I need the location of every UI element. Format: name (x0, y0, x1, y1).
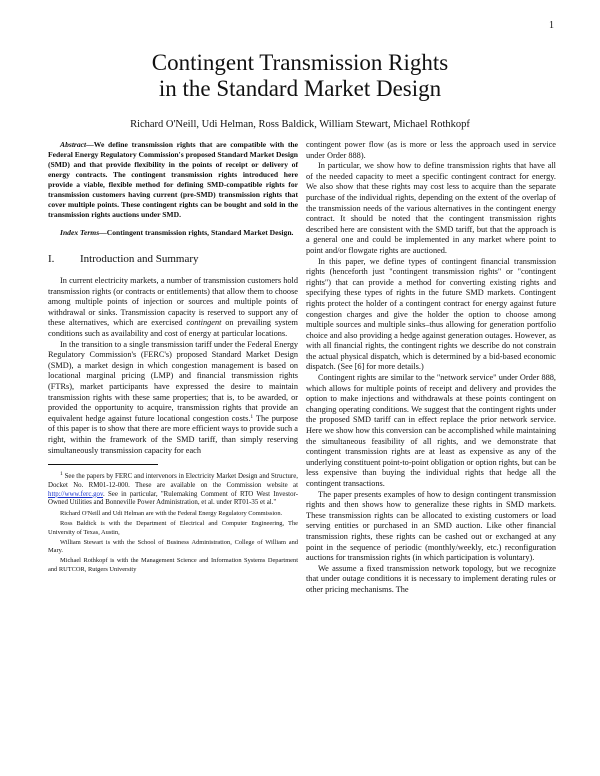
paper-title (40, 50, 560, 102)
title-line-2: in the Standard Market Design (158, 76, 442, 101)
footnote-text-end: . See in particular, "Rulemaking Comment of RTO West Investor-Owned Utilities and Bonneville Power Administration, et al. under RT01-35 et al." (48, 490, 298, 507)
abstract-label: Abstract (60, 140, 87, 149)
abstract-text: —We define transmission rights that are compatible with the Federal Energy Regulatory Commission's proposed Standard Market Design (SMD) and that provide flexibility in the points of receipt or delivery of energy contracts. The contingent transmission rights introduced here provide a viable, flexible method for defining SMD-compatible rights for transmission customers having current (pre-SMD) transmission rights that cover multiple points. These contingent rights can be bought and sold in the transmission rights auctions under SMD. (48, 140, 298, 219)
footnote-text: See the papers by FERC and intervenors in Electricity Market Design and Structure, Docket No. RM01-12-000. These are available on the Commission website at (48, 473, 298, 489)
paragraph-text: The purpose of this paper is to show that there are more efficient ways to provide such a right, within the framework of the SMD tariff, than simply reserving simultaneously transmission capacity for each (48, 413, 298, 455)
body-paragraph (48, 276, 298, 340)
body-paragraph (48, 340, 298, 457)
section-number: I. (48, 253, 55, 265)
footnote-divider (48, 464, 158, 465)
footnote-mark: 1 (60, 471, 63, 478)
affiliation-note: William Stewart is with the School of Business Administration, College of William and Mary. (48, 538, 298, 555)
affiliation-note: Michael Rothkopf is with the Management Science and Information Systems Department and RUTCOR, Rutgers University (48, 557, 298, 573)
title-line-1: Contingent Transmission Rights (151, 50, 449, 75)
paragraph-text: In the transition to a single transmission tariff under the Federal Energy Regulatory Commission's (FERC's) proposed Standard Market Design (SMD), a market design in which congestion management is based on locational marginal pricing (LMP) and financial transmission rights (FTRs), market participants have expressed the desire to maintain transmission rights with these same properties; that is, to be awarded, or provided the opportunity to acquire, transmission rights that provide an equivalent hedge against future locational congestion costs. (48, 339, 298, 423)
abstract (48, 140, 298, 220)
right-column (306, 140, 556, 596)
emphasis-text: contingent (186, 318, 222, 328)
body-paragraph: We assume a fixed transmission network topology, but we recognize that under outage conditions it is necessary to implement derating rules or other pricing mechanisms. The (306, 563, 556, 594)
footnote-reference[interactable]: 1 (250, 413, 254, 420)
author-affiliations (48, 510, 298, 573)
left-column (48, 140, 298, 574)
body-paragraph: The paper presents examples of how to design contingent transmission rights and then shows how to generalize these rights in SMD markets. These transmission rights can be allocated to existing customers or load serving entities or purchased in an SMD auction. Like other financial transmission rights, these rights can be cashed out or exchanged at any point in the sequence of periodic (monthly/weekly, etc.) reconfiguration auctions for transmission rights (in which participation is voluntary). (306, 489, 556, 563)
footnote (48, 473, 298, 508)
ferc-website-link[interactable]: http://www.ferc.gov (48, 490, 103, 498)
index-terms-text: —Contingent transmission rights, Standard Market Design. (99, 228, 294, 237)
affiliation-note: Ross Baldick is with the Department of Electrical and Computer Engineering, The University of Texas, Austin, (48, 520, 298, 536)
body-paragraph: In this paper, we define types of contingent financial transmission rights (henceforth just "contingent transmission rights" or "contingent rights") that can provide a method for converting existing rights and specifying these types of rights in the future SMD markets. Contingent rights protect the holder of a contingent contract for energy against future congestion charges and give the holder the option to choose among multiple sources and multiple sinks–thus allowing for generation portfolio choice and also providing a hedge against generation outages. However, as with all financial rights, the contingent rights we describe do not constrain the actual physical dispatch, which is determined by a bid-based economic dispatch. (See [6] for more details.) (306, 256, 556, 372)
body-paragraph: contingent power flow (as is more or less the approach used in service under Order 888). (306, 140, 556, 160)
body-paragraph: Contingent rights are similar to the "network service" under Order 888, which allows for multiple points of receipt and delivery and provides the option to make injections and withdrawals at these points contingent on changing operating conditions. We suggest that the contingent rights under the proposed SMD tariff can in effect replace the prior network service. Here we show how this conversion can be accomplished while maintaining the simultaneous feasibility of all rights, and we demonstrate that contingent transmission rights are at least as expensive as any of the underlying constituent point-to-point obligation or option rights, but can be less expensive than buying the individual rights that hedge all the contingent transactions. (306, 373, 556, 488)
body-paragraph: In particular, we show how to define transmission rights that have all of the needed capacity to meet a specific contingent contract for energy. We also show that these rights may cost less to acquire than the separate purchase of the individual rights, depending on the extent of the overlap of the transmission needs of the various alternatives in the contingent energy contract. It should be noted that the contingent transmission rights described here are consistent with the SMD tariff, but that the approach is a general one and could be implemented in any market where point to point and/or flowgate rights are auctioned. (306, 161, 556, 255)
section-heading (48, 252, 298, 266)
index-terms (48, 228, 298, 238)
paragraph-text: In current electricity markets, a number of transmission customers hold transmission rights (or contracts or entitlements) that allow them to choose among multiple points of injection or sources and multiple points of withdrawal or sinks. Transmission capacity is reserved to support any of these alternatives, which are exercised (48, 276, 298, 328)
index-terms-label: Index Terms (60, 228, 100, 237)
author-list: Richard O'Neill, Udi Helman, Ross Baldick, William Stewart, Michael Rothkopf (130, 119, 470, 130)
section-title: Introduction and Summary (80, 253, 199, 265)
page-number: 1 (549, 20, 554, 31)
paragraph-text: on prevailing system conditions such as availability and cost of energy at particular locations. (48, 318, 298, 338)
affiliation-note: Richard O'Neill and Udi Helman are with the Federal Energy Regulatory Commission. (60, 510, 283, 518)
